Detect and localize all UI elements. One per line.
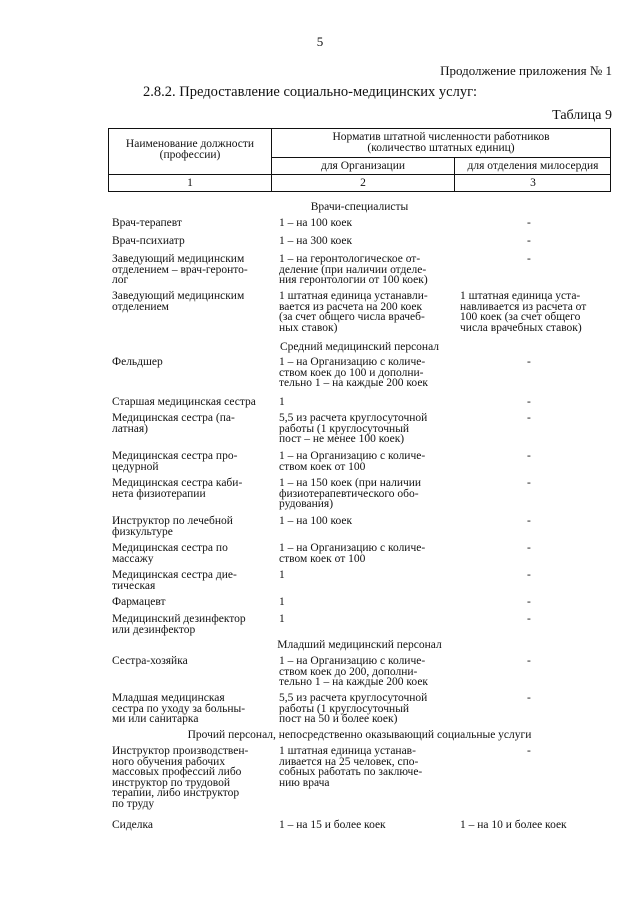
table-label: Таблица 9 (552, 108, 612, 123)
position-name: Фармацевт (112, 596, 166, 608)
organization-norm: 1 – на 15 и более коек (279, 819, 386, 831)
department-norm: - (527, 745, 531, 757)
organization-norm: 5,5 из расчета круглосуточной работы (1 круглосуточный пост на 50 и более коек) (279, 692, 428, 725)
department-norm: - (527, 412, 531, 424)
organization-norm: 1 (279, 613, 285, 625)
department-norm: - (527, 477, 531, 489)
header-col-number-3: 3 (530, 177, 536, 189)
position-name: Медицинский дезинфектор или дезинфектор (112, 613, 246, 636)
section-title: Врачи-специалисты (310, 201, 409, 213)
organization-norm: 1 – на 100 коек (279, 515, 353, 527)
header-col-number-1: 1 (187, 177, 193, 189)
department-norm: - (527, 692, 531, 704)
table-header (108, 128, 611, 192)
organization-norm: 1 – на Организацию с количе- ством коек до 200, дополни- тельно 1 – на каждые 200 коек (279, 655, 429, 688)
department-norm: - (527, 217, 531, 229)
page-number: 5 (316, 34, 324, 49)
header-mercy-department: для отделения милосердия (467, 160, 599, 172)
organization-norm: 1 – на Организацию с количе- ством коек от 100 (279, 450, 426, 473)
organization-norm: 1 – на геронтологическое от- деление (при наличии отделе- ния геронтологии от 100 коек) (279, 253, 428, 286)
header-organization: для Организации (320, 160, 406, 172)
position-name: Медицинская сестра дие- тическая (112, 569, 237, 592)
department-norm: 1 штатная единица уста- навливается из расчета от 100 коек (за счет общего числа врачебных ставок) (460, 290, 587, 334)
department-norm: - (527, 396, 531, 408)
organization-norm: 1 – на 100 коек (279, 217, 353, 229)
position-name: Фельдшер (112, 356, 163, 368)
section-title: Младший медицинский персонал (277, 639, 442, 651)
organization-norm: 1 штатная единица устанавли- вается из расчета на 200 коек (за счет общего числа врачеб- ных ставок) (279, 290, 428, 334)
organization-norm: 1 (279, 396, 285, 408)
department-norm: - (527, 596, 531, 608)
position-name: Сестра-хозяйка (112, 655, 188, 667)
organization-norm: 5,5 из расчета круглосуточной работы (1 круглосуточный пост – не менее 100 коек) (279, 412, 428, 445)
organization-norm: 1 штатная единица устанав- ливается на 25 человек, спо- собных работать по заключе- нию врача (279, 745, 423, 789)
organization-norm: 1 – на 150 коек (при наличии физиотерапевтического обо- рудования) (279, 477, 422, 510)
appendix-continuation: Продолжение приложения № 1 (440, 63, 612, 78)
position-name: Младшая медицинская сестра по уходу за больны- ми или санитарка (112, 692, 246, 725)
department-norm: - (527, 655, 531, 667)
department-norm: - (527, 253, 531, 265)
section-heading: 2.8.2. Предоставление социально-медицинских услуг: (143, 84, 478, 100)
header-col-number-2: 2 (360, 177, 366, 189)
organization-norm: 1 – на Организацию с количе- ством коек от 100 (279, 542, 426, 565)
department-norm: - (527, 450, 531, 462)
organization-norm: 1 – на Организацию с количе- ством коек до 100 и дополни- тельно 1 – на каждые 200 коек (279, 356, 429, 389)
department-norm: 1 – на 10 и более коек (460, 819, 567, 831)
position-name: Старшая медицинская сестра (112, 396, 256, 408)
position-name: Сиделка (112, 819, 154, 831)
section-title: Средний медицинский персонал (279, 341, 440, 353)
header-norm: Норматив штатной численности работников (количество штатных единиц) (332, 131, 550, 154)
department-norm: - (527, 235, 531, 247)
organization-norm: 1 (279, 596, 285, 608)
position-name: Инструктор по лечебной физкультуре (112, 515, 233, 538)
department-norm: - (527, 356, 531, 368)
position-name: Заведующий медицинским отделением (112, 290, 245, 313)
department-norm: - (527, 515, 531, 527)
header-position-name: Наименование должности (профессии) (125, 138, 255, 161)
section-title: Прочий персонал, непосредственно оказывающий социальные услуги (187, 729, 532, 741)
organization-norm: 1 – на 300 коек (279, 235, 353, 247)
position-name: Медицинская сестра по массажу (112, 542, 228, 565)
department-norm: - (527, 542, 531, 554)
organization-norm: 1 (279, 569, 285, 581)
position-name: Врач-терапевт (112, 217, 182, 229)
position-name: Медицинская сестра каби- нета физиотерапии (112, 477, 243, 500)
department-norm: - (527, 569, 531, 581)
position-name: Медицинская сестра (па- латная) (112, 412, 235, 435)
department-norm: - (527, 613, 531, 625)
position-name: Инструктор производствен- ного обучения рабочих массовых профессий либо инструктор по трудовой терапии, либо инструктор по труду (112, 745, 249, 810)
position-name: Врач-психиатр (112, 235, 185, 247)
position-name: Заведующий медицинским отделением – врач-геронто- лог (112, 253, 248, 286)
position-name: Медицинская сестра про- цедурной (112, 450, 238, 473)
